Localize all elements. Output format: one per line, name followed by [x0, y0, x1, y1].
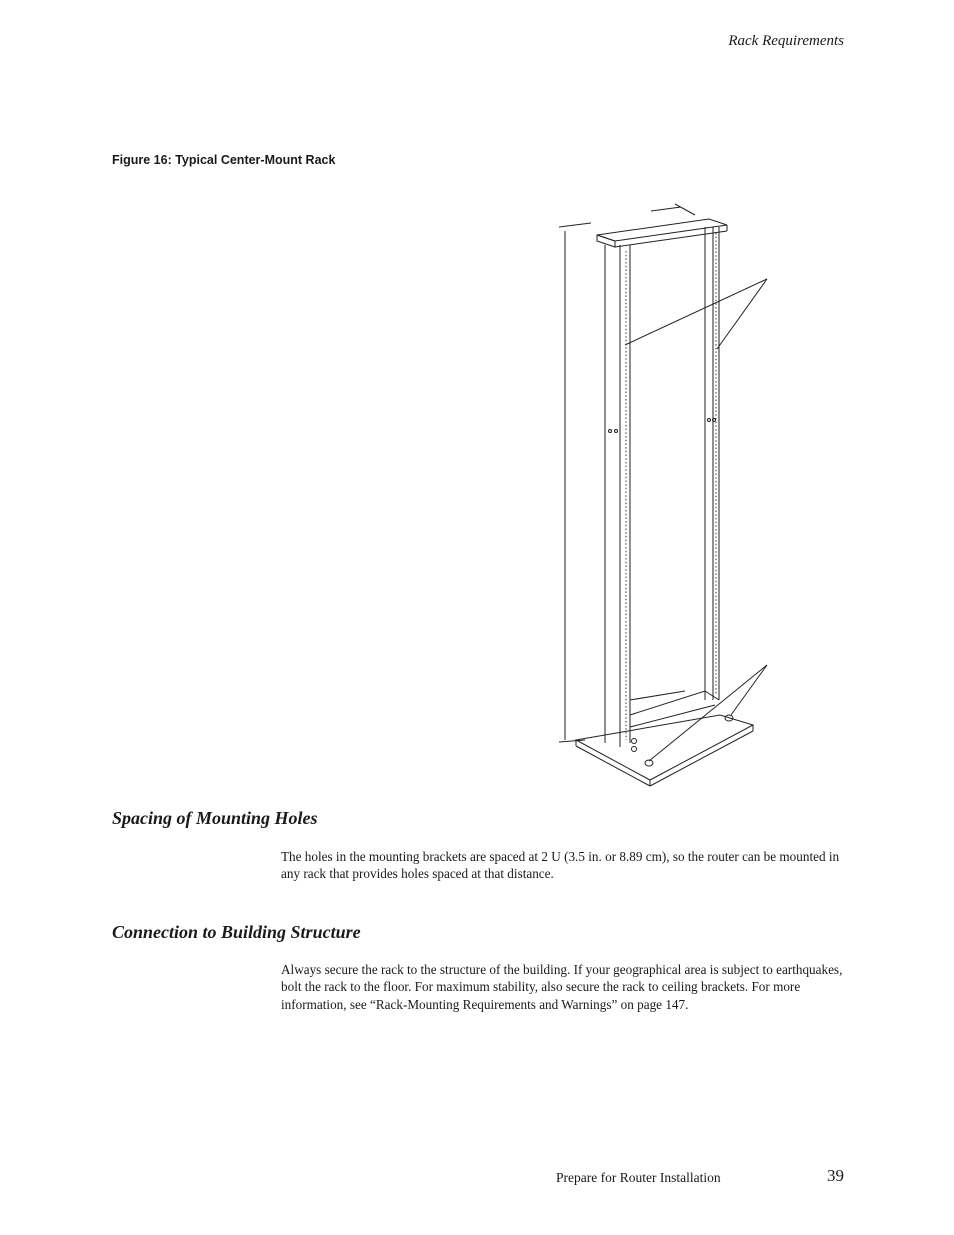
footer-chapter: Prepare for Router Installation — [556, 1170, 721, 1185]
figure-caption: Figure 16: Typical Center-Mount Rack — [112, 153, 336, 167]
page-number: 39 — [827, 1166, 844, 1185]
section-body-spacing: The holes in the mounting brackets are spaced at 2 U (3.5 in. or 8.89 cm), so the router can be mounted in any rack that provides holes spaced at that distance. — [281, 849, 840, 882]
rack-illustration — [545, 195, 785, 795]
section-title-connection: Connection to Building Structure — [112, 922, 361, 942]
running-header: Rack Requirements — [728, 33, 844, 49]
section-body-connection: Always secure the rack to the structure of the building. If your geographical area is subject to earthquakes, bolt the rack to the floor. For maximum stability, also secure the rack to ceiling brackets. For more information, see “Rack-Mounting Requirements and Warnings” on page 147. — [281, 962, 843, 1012]
section-title-spacing: Spacing of Mounting Holes — [112, 808, 318, 828]
